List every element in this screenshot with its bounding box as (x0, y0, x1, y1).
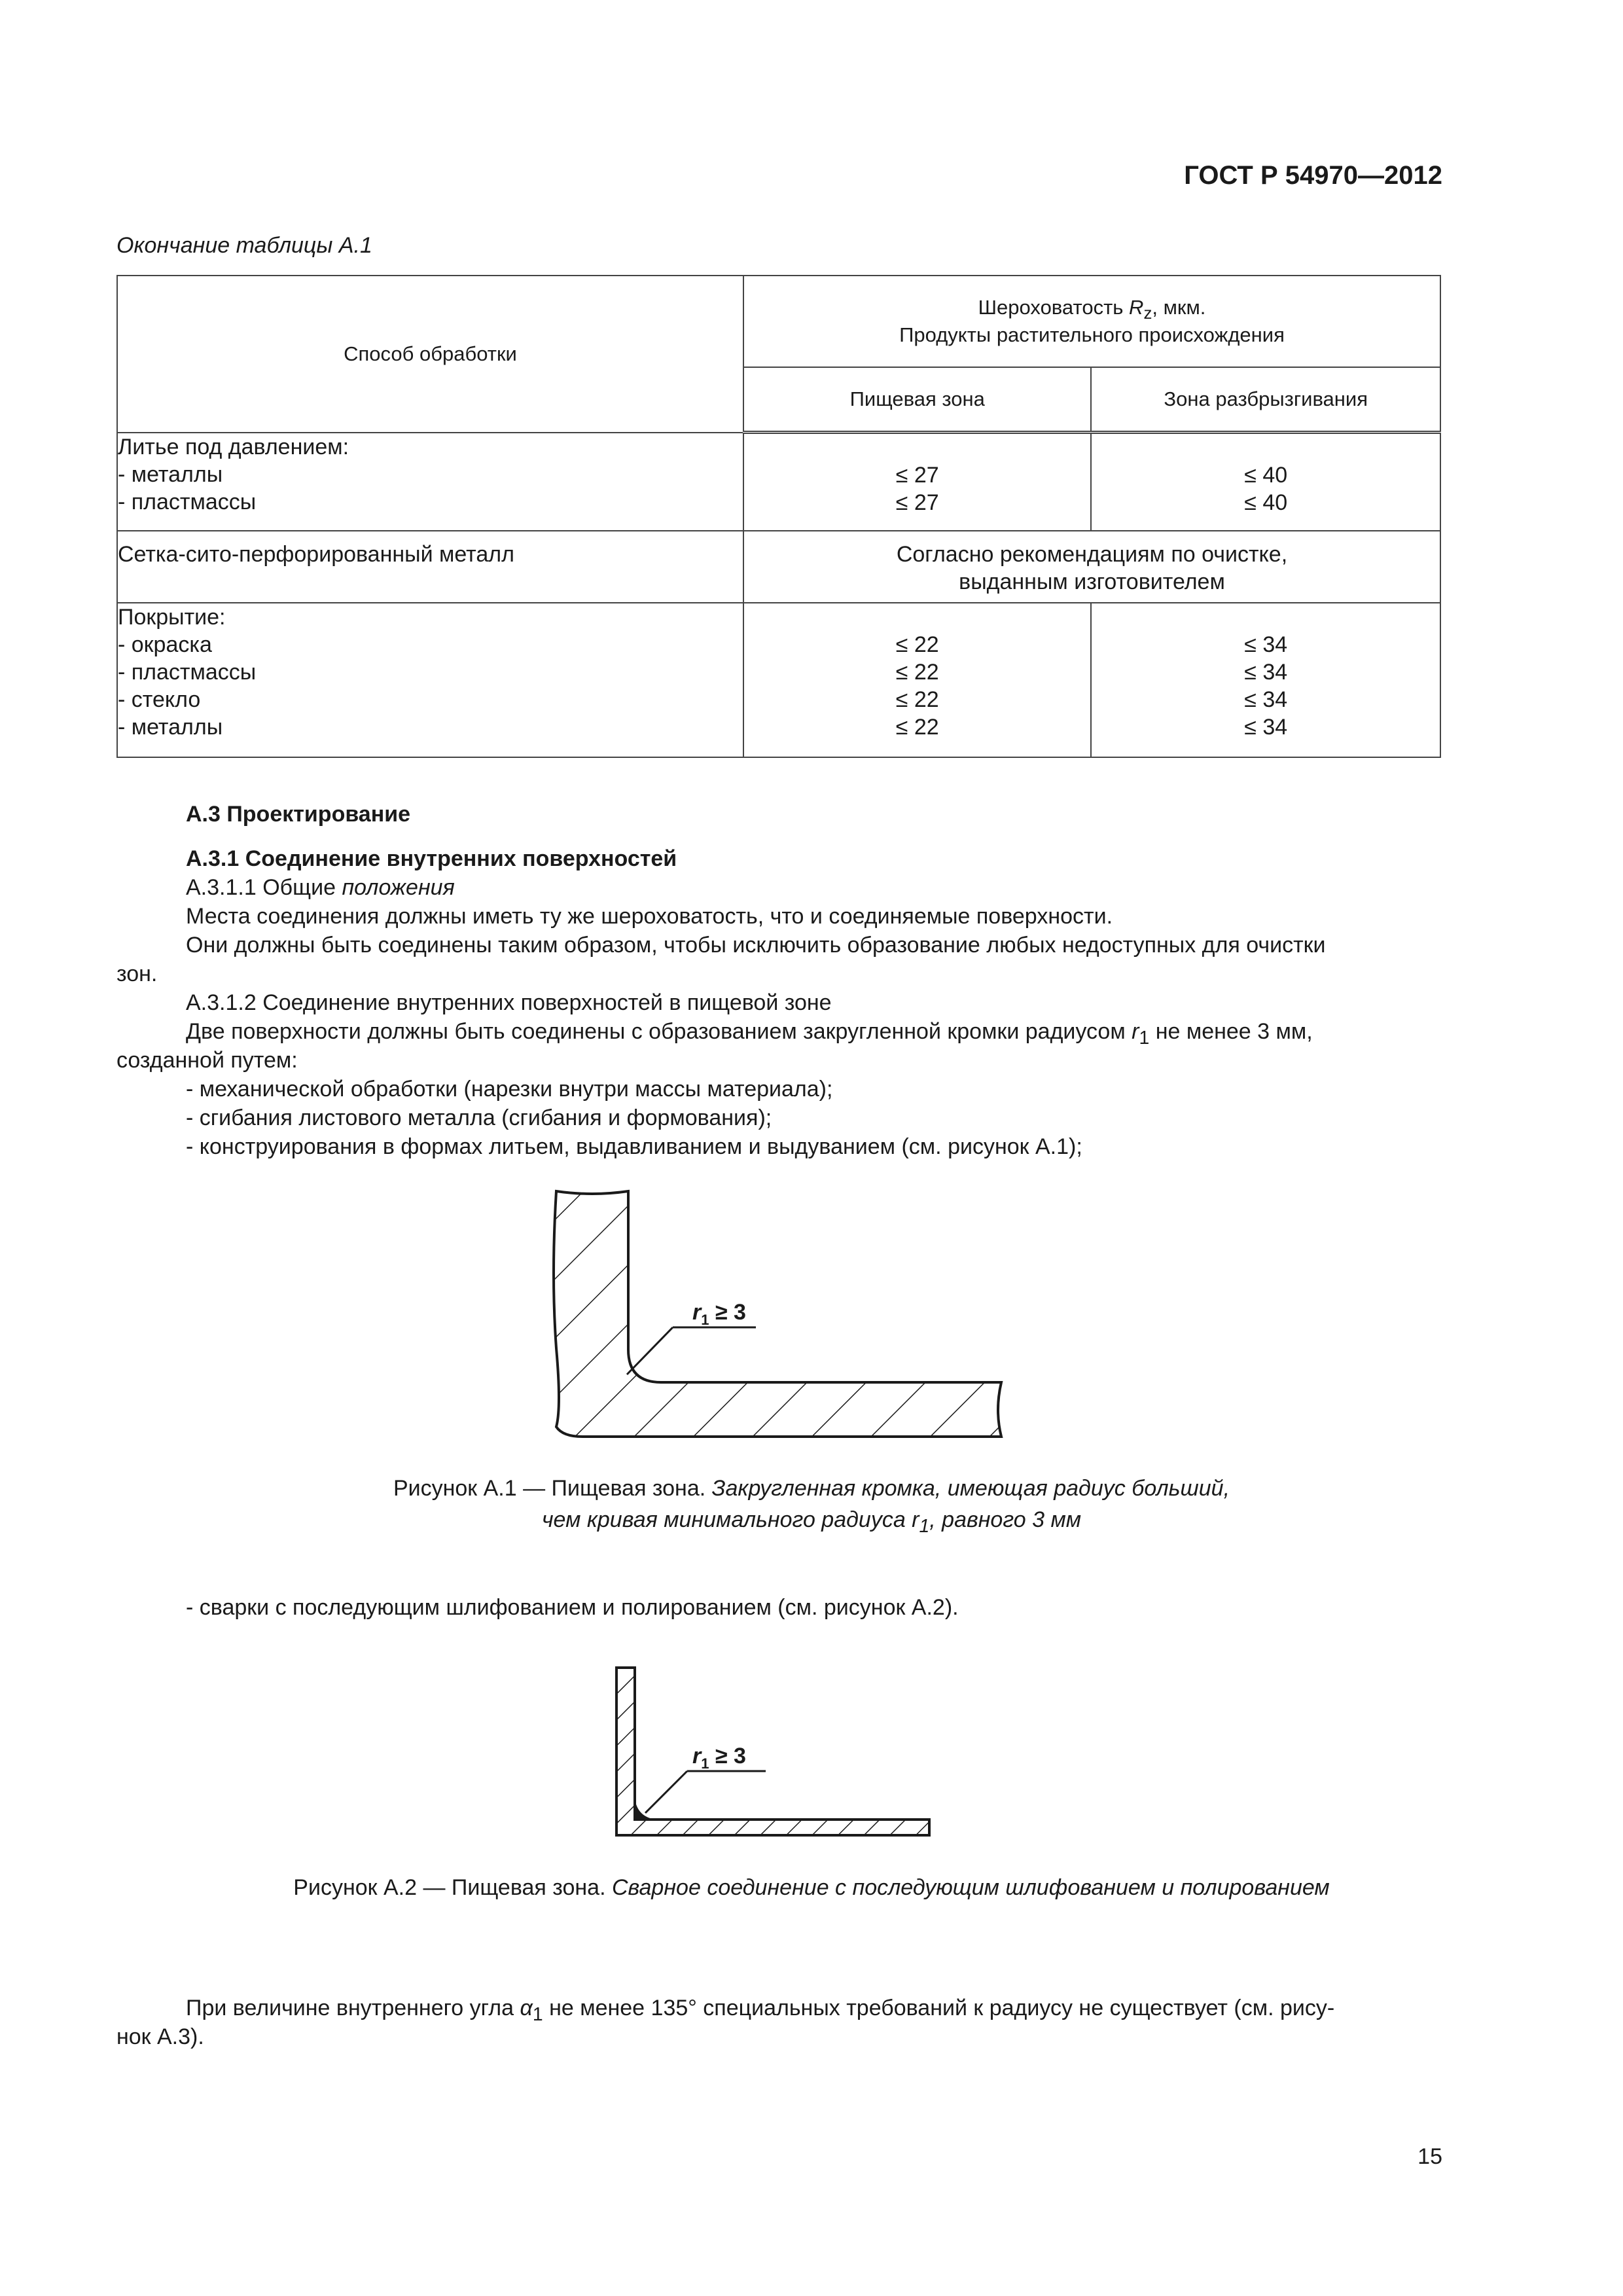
figure-a1-caption: Рисунок А.1 — Пищевая зона. Закругленная кромка, имеющая радиус больший, чем кривая минимального радиуса $r_1$, равного 3 мм (393, 1476, 1230, 1537)
list-item: - сварки с последующим шлифованием и полированием (см. рисунок А.2). (186, 1595, 959, 1620)
table-row (117, 603, 1440, 757)
leader-line (645, 1771, 687, 1813)
figure-a2-caption: Рисунок А.2 — Пищевая зона. Сварное соединение с последующим шлифованием и полированием (293, 1875, 1330, 1900)
weld-fillet (635, 1799, 656, 1820)
row-food-values: ≤ 27 ≤ 27 (743, 433, 1091, 531)
paragraph: зон. (116, 961, 158, 986)
roughness-table (116, 275, 1441, 758)
paragraph: нок А.3). (116, 2024, 204, 2049)
row-splash-values: ≤ 40 ≤ 40 (1091, 433, 1440, 531)
l-profile-section (554, 1191, 1001, 1437)
paragraph: Они должны быть соединены таким образом, чтобы исключить образование любых недоступных для очистки (186, 933, 1326, 958)
section-a311-heading: А.3.1.1 Общие положения (186, 875, 455, 900)
paragraph: созданной путем: (116, 1048, 298, 1073)
list-item: - сгибания листового металла (сгибания и формования); (186, 1105, 772, 1130)
section-a312-heading: А.3.1.2 Соединение внутренних поверхностей в пищевой зоне (186, 990, 832, 1015)
table-row (117, 433, 1440, 531)
figure-a1-drawing (537, 1178, 1060, 1453)
list-item: - механической обработки (нарезки внутри массы материала); (186, 1077, 833, 1102)
radius-label: $r_1 \ge 3$ (692, 1300, 746, 1328)
figure-a2-drawing (602, 1656, 942, 1852)
leader-line (627, 1327, 673, 1374)
radius-label: $r_1 \ge 3$ (692, 1744, 746, 1772)
section-a31-heading: А.3.1 Соединение внутренних поверхностей (186, 846, 677, 871)
row-method: Сетка-сито-перфорированный металл (117, 531, 743, 603)
header-splash-zone: Зона разбрызгивания (1091, 367, 1440, 433)
row-method: Литье под давлением: - металлы - пластмассы (117, 433, 743, 531)
welded-profile-section (616, 1668, 929, 1835)
row-food-values: ≤ 22 ≤ 22 ≤ 22 ≤ 22 (743, 603, 1091, 757)
row-splash-values: ≤ 34 ≤ 34 ≤ 34 ≤ 34 (1091, 603, 1440, 757)
header-roughness: Шероховатость $R_z$, мкм. Продукты растительного происхождения (743, 276, 1440, 367)
document-id: ГОСТ Р 54970—2012 (1184, 161, 1442, 190)
header-method: Способ обработки (117, 276, 743, 433)
row-merged-value: Согласно рекомендациям по очистке, выданным изготовителем (743, 531, 1440, 603)
table-continuation-caption: Окончание таблицы А.1 (116, 233, 372, 258)
table-row (117, 531, 1440, 603)
paragraph: Две поверхности должны быть соединены с образованием закругленной кромки радиусом $r_1$ не менее 3 мм, (186, 1019, 1313, 1049)
paragraph: Места соединения должны иметь ту же шероховатость, что и соединяемые поверхности. (186, 904, 1113, 929)
page-number: 15 (1418, 2144, 1442, 2169)
list-item: - конструирования в формах литьем, выдавливанием и выдуванием (см. рисунок А.1); (186, 1134, 1082, 1159)
header-food-zone: Пищевая зона (743, 367, 1091, 433)
row-method: Покрытие: - окраска - пластмассы - стекло - металлы (117, 603, 743, 757)
section-a3-heading: А.3 Проектирование (186, 802, 411, 827)
paragraph: При величине внутреннего угла $\alpha_1$ не менее 135° специальных требований к радиусу не существует (см. рису- (186, 1996, 1335, 2025)
